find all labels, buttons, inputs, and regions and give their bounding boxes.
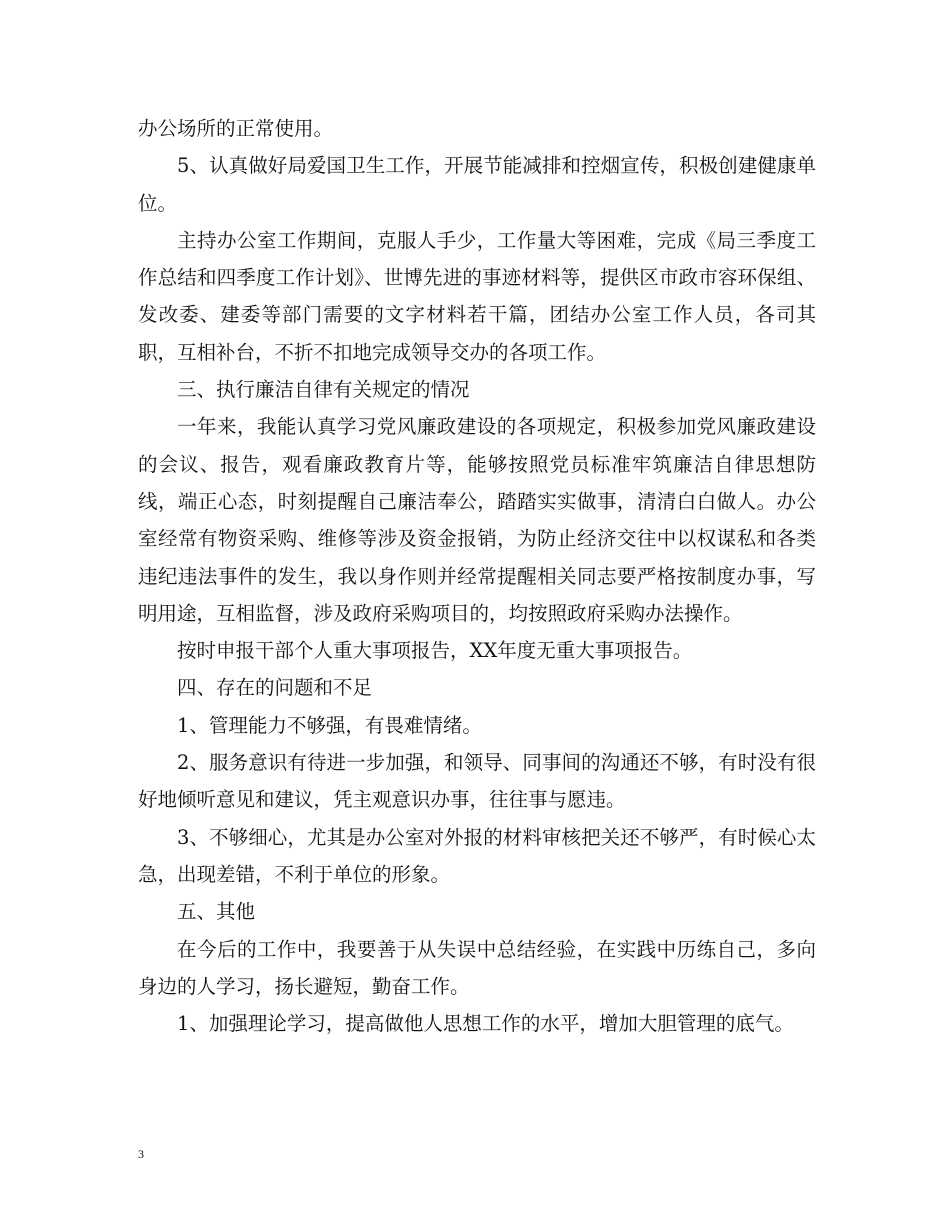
paragraph-8: 1、管理能力不够强，有畏难情绪。 [177, 713, 482, 737]
paragraph-3: 主持办公室工作期间，克服人手少，工作量大等困难，完成《局三季度工作总结和四季度工作计划》、世博先进的事迹材料等，提供区市政市容环保组、发改委、建委等部门需要的文字材料若干篇，团结办公室工作人员，各司其职，互相补台，不折不扣地完成领导交办的各项工作。 [138, 228, 816, 364]
section-heading-5: 五、其他 [177, 900, 256, 924]
paragraph-2: 5、认真做好局爱国卫生工作，开展节能减排和控烟宣传，积极创建健康单位。 [138, 154, 816, 215]
section-heading-4: 四、存在的问题和不足 [177, 676, 373, 700]
paragraph-9: 2、服务意识有待进一步加强，和领导、同事间的沟通还不够，有时没有很好地倾听意见和建议，凭主观意识办事，往往事与愿违。 [138, 751, 816, 812]
paragraph-1: 办公场所的正常使用。 [138, 117, 334, 140]
paragraph-12: 在今后的工作中，我要善于从失误中总结经验，在实践中历练自己，多向身边的人学习，扬长避短，勤奋工作。 [138, 937, 816, 998]
paragraph-6: 按时申报干部个人重大事项报告，XX年度无重大事项报告。 [177, 639, 693, 663]
document-body [138, 110, 816, 1042]
paragraph-5: 一年来，我能认真学习党风廉政建设的各项规定，积极参加党风廉政建设的会议、报告，观看廉政教育片等，能够按照党员标准牢筑廉洁自律思想防线，端正心态，时刻提醒自己廉洁奉公，踏踏实实做事，清清白白做人。办公室经常有物资采购、维修等涉及资金报销，为防止经济交往中以权谋私和各类违纪违法事件的发生，我以身作则并经常提醒相关同志要严格按制度办事，写明用途，互相监督，涉及政府采购项目的，均按照政府采购办法操作。 [138, 415, 816, 625]
paragraph-13: 1、加强理论学习，提高做他人思想工作的水平，增加大胆管理的底气。 [177, 1012, 794, 1036]
section-heading-3: 三、执行廉洁自律有关规定的情况 [177, 378, 470, 402]
paragraph-10: 3、不够细心，尤其是办公室对外报的材料审核把关还不够严，有时候心太急，出现差错，不利于单位的形象。 [138, 825, 816, 886]
page-number: 3 [138, 1147, 144, 1161]
